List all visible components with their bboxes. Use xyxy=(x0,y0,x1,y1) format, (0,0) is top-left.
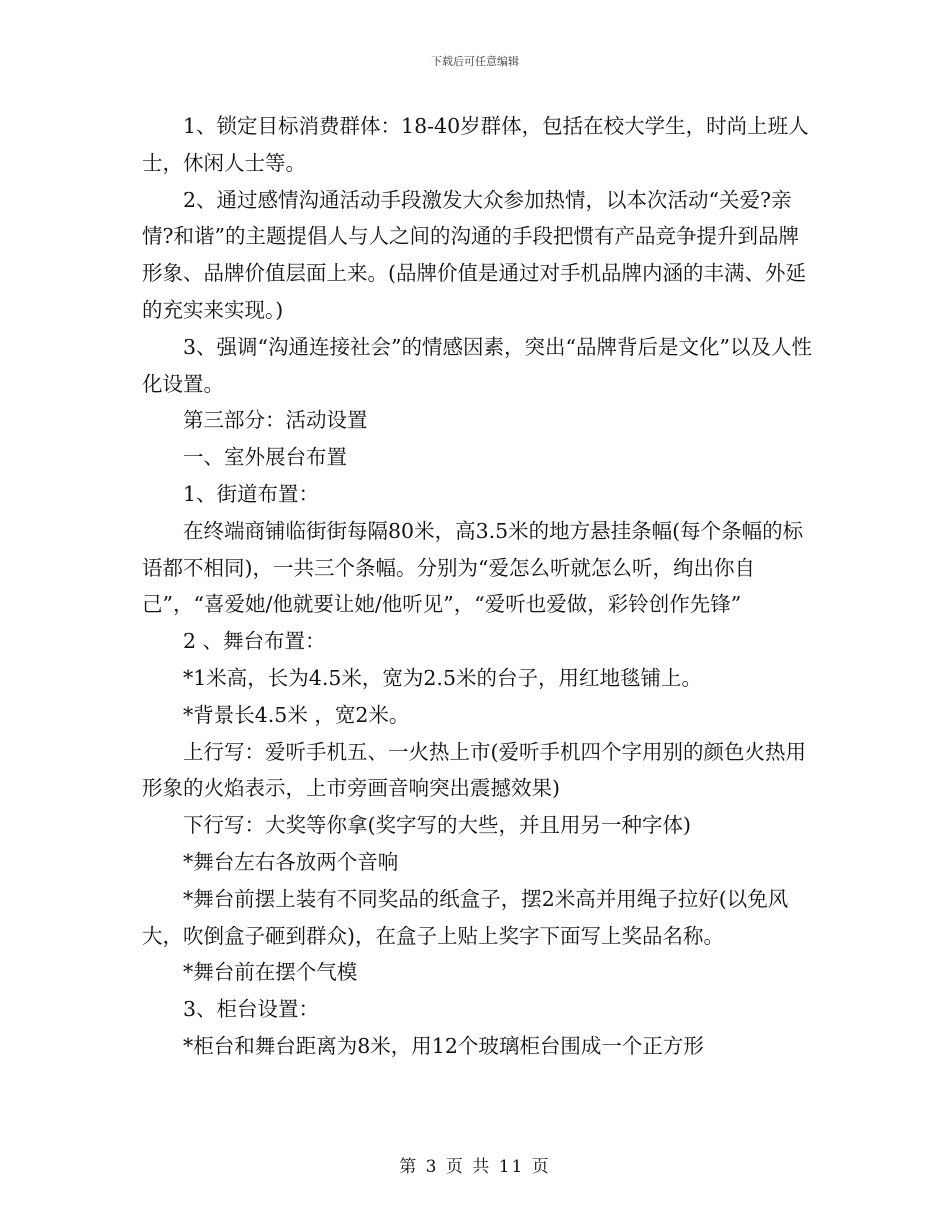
item-heading: 3、柜台设置： xyxy=(183,997,320,1022)
bullet-item: *舞台前摆上装有不同奖品的纸盒子，摆2米高并用绳子拉好(以免风大，吹倒盒子砸到群众)，在盒子上贴上奖字下面写上奖品名称。 xyxy=(142,886,789,948)
page-footer: 第 3 页 共 11 页 xyxy=(399,1157,551,1177)
paragraph: 在终端商铺临街街每隔80米，高3.5米的地方悬挂条幅(每个条幅的标语都不相同)，一共三个条幅。分别为“爱怎么听就怎么听，绚出你自己”，“喜爱她/他就要让她/他听见”，“爱听也爱做，彩铃创作先锋” xyxy=(142,518,804,617)
item-heading: 2 、舞台布置： xyxy=(183,629,326,654)
bullet-item: *舞台前在摆个气模 xyxy=(183,960,358,985)
page-header: 下载后可任意编辑 xyxy=(431,55,519,68)
paragraph: 2、通过感情沟通活动手段激发大众参加热情，以本次活动“关爱?亲情?和谐”的主题提倡人与人之间的沟通的手段把惯有产品竞争提升到品牌形象、品牌价值层面上来。(品牌价值是通过对手机品牌内涵的丰满、外延的充实来实现。) xyxy=(142,187,806,322)
paragraph: 1、锁定目标消费群体：18-40岁群体，包括在校大学生，时尚上班人士，休闲人士等。 xyxy=(142,114,809,175)
bullet-item: *1米高，长为4.5米，宽为2.5米的台子，用红地毯铺上。 xyxy=(183,665,702,690)
bullet-item: *柜台和舞台距离为8米，用12个玻璃柜台围成一个正方形 xyxy=(183,1033,704,1058)
bullet-item: *背景长4.5米 ，宽2米。 xyxy=(183,702,410,727)
bullet-item: *舞台左右各放两个音响 xyxy=(183,849,399,874)
paragraph: 上行写：爱听手机五、一火热上市(爱听手机四个字用别的颜色火热用形象的火焰表示，上市旁画音响突出震撼效果) xyxy=(142,739,806,801)
section-heading: 第三部分：活动设置 xyxy=(183,408,368,433)
document-body xyxy=(142,108,814,1065)
subsection-heading: 一、室外展台布置 xyxy=(183,445,347,470)
paragraph: 下行写：大奖等你拿(奖字写的大些，并且用另一种字体) xyxy=(183,813,691,838)
paragraph: 3、强调“沟通连接社会”的情感因素，突出“品牌背后是文化”以及人性化设置。 xyxy=(142,334,812,396)
item-heading: 1、街道布置： xyxy=(183,481,320,506)
